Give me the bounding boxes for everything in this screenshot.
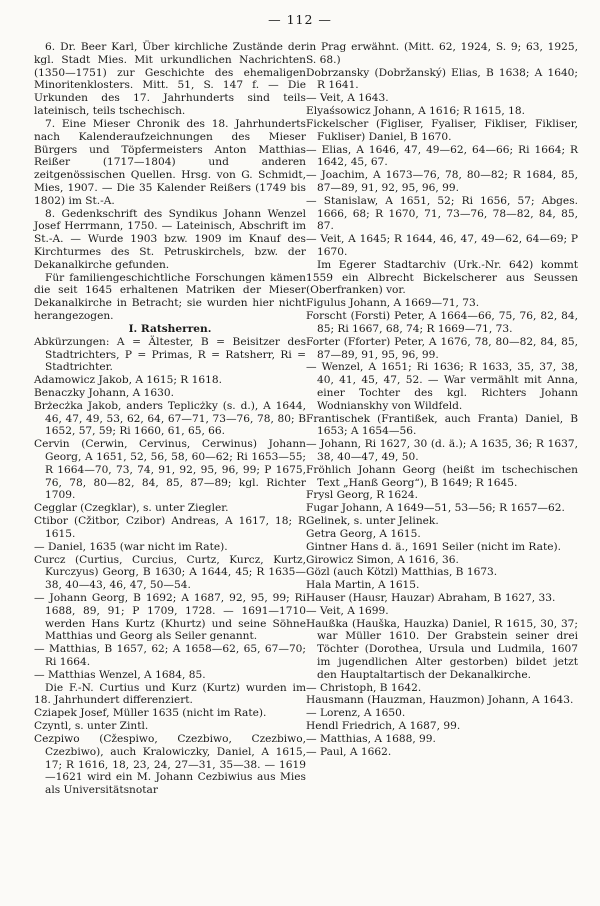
left-paragraph: Curcz (Curtius, Curcius, Curtz, Kurcz, Kurtz, Kurczyus) Georg, B 1630; A 1644, 45; R 1635—38, 40—43, 46, 47, 50—54. (34, 553, 306, 592)
right-paragraph: Hendl Friedrich, A 1687, 99. (306, 720, 461, 733)
section-heading: I. Ratsherren. (128, 322, 212, 335)
left-paragraph: 7. Eine Mieser Chronik des 18. Jahrhunderts nach Kalenderaufzeichnungen des Mieser Bürgers und Töpfermeisters Anton Matthias Reißer (1717—1804) und anderen zeitgenössischen Quellen. Hrsg. von G. Schmidt, Mies, 1907. — Die 35 Kalender Reißers (1749 bis 1802) im St.-A. (34, 117, 306, 207)
right-paragraph: Frantischek (Frantißek, auch Franta) Daniel, B 1653; A 1654—56. (306, 412, 578, 438)
right-paragraph: — Veit, A 1643. (306, 92, 389, 105)
right-paragraph: — Stanislaw, A 1651, 52; Ri 1656, 57; Abges. 1666, 68; R 1670, 71, 73—76, 78—82, 84, 85, 87. (306, 194, 578, 233)
left-paragraph: Czyntl, s. unter Zintl. (34, 720, 149, 733)
left-paragraph: Brżecżka Jakob, anders Teplicżky (s. d.), A 1644, 46, 47, 49, 53, 62, 64, 67—71, 73—76, 78, 80; B 1652, 57, 59; Ri 1660, 61, 65, 66. (34, 399, 306, 438)
right-paragraph: Forscht (Forsti) Peter, A 1664—66, 75, 76, 82, 84, 85; Ri 1667, 68, 74; R 1669—71, 73. (306, 310, 578, 335)
right-paragraph: Getra Georg, A 1615. (306, 527, 421, 540)
right-paragraph: Im Egerer Stadtarchiv (Urk.-Nr. 642) kommt 1559 ein Albrecht Bickelscherer aus Seussen (Oberfranken) vor. (306, 258, 578, 297)
right-paragraph: — Joachim, A 1673—76, 78, 80—82; R 1684, 85, 87—89, 91, 92, 95, 96, 99. (306, 169, 578, 194)
right-paragraph: — Matthias, A 1688, 99. (306, 732, 436, 745)
right-paragraph: — Veit, A 1699. (306, 604, 389, 617)
right-paragraph: Figulus Johann, A 1669—71, 73. (306, 297, 480, 310)
right-paragraph: Gintner Hans d. ä., 1691 Seiler (nicht im Rate). (306, 540, 561, 553)
left-paragraph: — Johann Georg, B 1692; A 1687, 92, 95, 99; Ri 1688, 89, 91; P 1709, 1728. — 1691—1710 werden Hans Kurtz (Khurtz) und seine Söhne Matthias und Georg als Seiler genannt. (34, 591, 306, 643)
right-paragraph: in Prag erwähnt. (Mitt. 62, 1924, S. 9; 63, 1925, S. 68.) (306, 41, 578, 66)
right-paragraph: Frysl Georg, R 1624. (306, 489, 418, 502)
right-paragraph: Fugar Johann, A 1649—51, 53—56; R 1657—62. (306, 502, 565, 515)
right-paragraph: Hauser (Hausr, Hauzar) Abraham, B 1627, 33. (306, 591, 556, 604)
left-paragraph: Cziapek Josef, Müller 1635 (nicht im Rate). (34, 707, 267, 720)
right-column (306, 41, 578, 759)
left-paragraph: — Daniel, 1635 (war nicht im Rate). (34, 540, 228, 553)
left-paragraph: Cezpiwo (Cžespiwo, Czezbiwo, Czezbiwo, Czezbiwo), auch Kralowiczky, Daniel, A 1615, 17; R 1616, 18, 23, 24, 27—31, 35—38. — 1619—1621 wird ein M. Johann Cezbiwius aus Mies als Universitätsnotar (34, 732, 306, 797)
right-paragraph: Girowicz Simon, A 1616, 36. (306, 553, 459, 566)
page-number: — 112 — (268, 12, 332, 27)
right-paragraph: — Christoph, B 1642. (306, 681, 422, 694)
right-paragraph: — Veit, A 1645; R 1644, 46, 47, 49—62, 64—69; P 1670. (306, 233, 578, 258)
right-paragraph: — Lorenz, A 1650. (306, 707, 406, 720)
left-paragraph: 6. Dr. Beer Karl, Über kirchliche Zustände der kgl. Stadt Mies. Mit urkundlichen Nachrichten (1350—1751) zur Geschichte des ehemaligen Minoritenklosters. Mitt. 51, S. 147 f. — Die Urkunden des 17. Jahrhunderts sind teils lateinisch, teils tschechisch. (34, 41, 306, 118)
left-paragraph: Die F.-N. Curtius und Kurz (Kurtz) wurden im 18. Jahrhundert differenziert. (34, 681, 306, 707)
right-paragraph: Forter (Fforter) Peter, A 1676, 78, 80—82, 84, 85, 87—89, 91, 95, 96, 99. (306, 335, 578, 361)
left-paragraph: — Matthias Wenzel, A 1684, 85. (34, 668, 206, 681)
right-paragraph: — Johann, Ri 1627, 30 (d. ä.); A 1635, 36; R 1637, 38, 40—47, 49, 50. (306, 438, 578, 463)
left-paragraph: Für familiengeschichtliche Forschungen kämen die seit 1645 erhaltenen Matriken der Mieser Dekanalkirche in Betracht; sie wurden hier nicht herangezogen. (34, 271, 306, 323)
right-paragraph: Fickelscher (Figliser, Fyaliser, Fikliser, Fikliser, Fukliser) Daniel, B 1670. (306, 117, 578, 143)
right-paragraph: Gelinek, s. unter Jelinek. (306, 515, 439, 528)
right-paragraph: Elyaśsowicz Johann, A 1616; R 1615, 18. (306, 105, 525, 118)
right-paragraph: Fröhlich Johann Georg (heißt im tschechischen Text „Hanß Georg“), B 1649; R 1645. (306, 463, 578, 489)
left-paragraph: Cegglar (Czegklar), s. unter Ziegler. (34, 502, 229, 515)
right-paragraph: — Paul, A 1662. (306, 745, 392, 758)
left-paragraph: 8. Gedenkschrift des Syndikus Johann Wenzel Josef Herrmann, 1750. — Lateinisch, Abschrift im St.-A. — Wurde 1903 bzw. 1909 im Knauf des Kirchturmes des St. Petruskirchels, bzw. der Dekanalkirche gefunden. (34, 207, 306, 271)
left-paragraph: Adamowicz Jakob, A 1615; R 1618. (34, 374, 222, 387)
left-paragraph: Ctibor (Cžitbor, Czibor) Andreas, A 1617, 18; R 1615. (34, 515, 306, 540)
left-paragraph: Abkürzungen: A = Ältester, B = Beisitzer des Stadtrichters, P = Primas, R = Ratsherr, Ri = Stadtrichter. (34, 335, 306, 374)
right-paragraph: Hala Martin, A 1615. (306, 579, 420, 592)
right-paragraph: — Wenzel, A 1651; Ri 1636; R 1633, 35, 37, 38, 40, 41, 45, 47, 52. — War vermählt mit Anna, einer Tochter des kgl. Richters Johann Wodnianskhy von Wildfeld. (306, 361, 578, 412)
right-paragraph: Gözl (auch Kötzl) Matthias, B 1673. (306, 566, 498, 579)
left-paragraph: Benaczky Johann, A 1630. (34, 386, 174, 399)
right-paragraph: Haußka (Hauška, Hauzka) Daniel, R 1615, 30, 37; war Müller 1610. Der Grabstein seiner drei Töchter (Dorothea, Ursula und Ludmila, 1607 im jugendlichen Alter gestorben) bildet jetzt den Hauptaltartisch der Dekanalkirche. (306, 617, 578, 681)
right-paragraph: Hausmann (Hauzman, Hauzmon) Johann, A 1643. (306, 694, 574, 707)
left-column (34, 41, 306, 797)
right-paragraph: Dobrzansky (Dobržanský) Elias, B 1638; A 1640; R 1641. (306, 66, 578, 92)
left-paragraph: Cervin (Cerwin, Cervinus, Cerwinus) Johann Georg, A 1651, 52, 56, 58, 60—62; Ri 1653—55; R 1664—70, 73, 74, 91, 92, 95, 96, 99; P 1675, 76, 78, 80—82, 84, 85, 87—89; kgl. Richter 1709. (34, 438, 306, 502)
left-paragraph: — Matthias, B 1657, 62; A 1658—62, 65, 67—70; Ri 1664. (34, 643, 306, 668)
right-paragraph: — Elias, A 1646, 47, 49—62, 64—66; Ri 1664; R 1642, 45, 67. (306, 143, 578, 169)
